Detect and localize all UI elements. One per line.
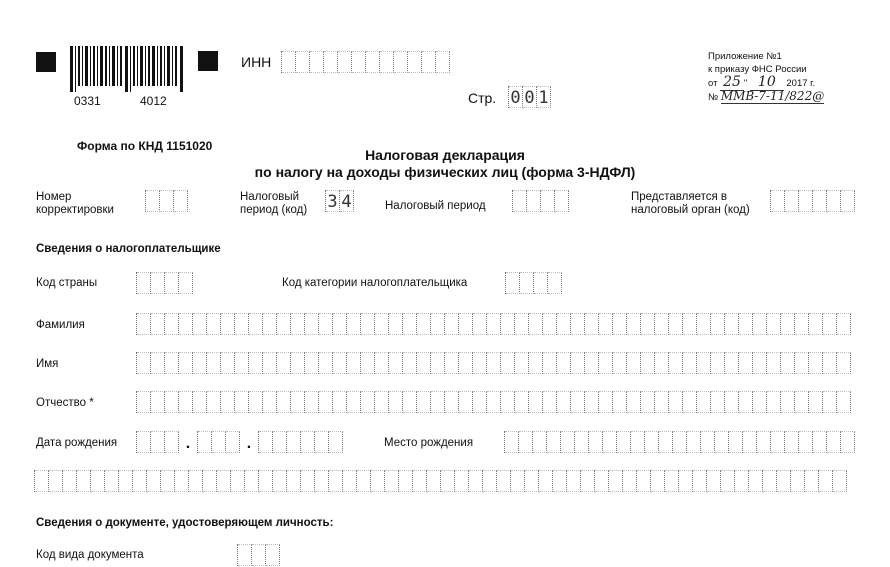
barcode	[70, 46, 186, 92]
period-digit: 3	[326, 190, 340, 212]
authority-code-label: Представляется в налоговый орган (код)	[631, 191, 750, 216]
period-digit: 4	[340, 190, 354, 212]
patronymic-label: Отчество *	[36, 397, 94, 409]
category-code-label: Код категории налогоплательщика	[282, 277, 468, 289]
appendix-order-number: ММВ-7-11/822@	[720, 89, 825, 103]
birth-place-cells[interactable]	[504, 431, 855, 453]
surname-label: Фамилия	[36, 319, 85, 331]
category-code-cells[interactable]	[505, 272, 562, 294]
doc-type-label: Код вида документа	[36, 549, 144, 561]
country-code-label: Код страны	[36, 277, 98, 289]
barcode-icon	[70, 46, 186, 92]
appendix-from: от	[708, 78, 718, 89]
title-line1: Налоговая декларация	[365, 147, 525, 163]
first-name-cells[interactable]	[136, 352, 851, 374]
birth-year-cells[interactable]	[258, 431, 343, 453]
correction-number-cells[interactable]	[145, 190, 188, 212]
date-separator: .	[246, 435, 252, 452]
barcode-number-left: 0331	[74, 94, 101, 108]
appendix-line2: к приказу ФНС России	[708, 64, 807, 75]
appendix-number-prefix: №	[708, 92, 719, 103]
barcode-number-right: 4012	[140, 94, 167, 108]
patronymic-cells[interactable]	[136, 391, 851, 413]
country-code-cells[interactable]	[136, 272, 193, 294]
period-code-label: Налоговый период (код)	[240, 191, 308, 216]
period-code-cells[interactable]	[325, 190, 354, 212]
title-line2: по налогу на доходы физических лиц (форма 3-НДФЛ)	[254, 164, 636, 180]
page-digit: 0	[523, 86, 537, 108]
appendix-year: 2017 г.	[786, 78, 816, 89]
page-title	[0, 147, 890, 181]
tax-period-label: Налоговый период	[385, 200, 486, 212]
birth-place-cells-row2[interactable]	[34, 470, 847, 492]
corner-marker-left	[36, 52, 56, 72]
inn-label: ИНН	[241, 54, 272, 70]
taxpayer-section-title: Сведения о налогоплательщике	[36, 243, 221, 255]
page-digit: 1	[537, 86, 551, 108]
correction-label: Номер корректировки	[36, 191, 114, 216]
tax-period-cells[interactable]	[512, 190, 569, 212]
authority-code-cells[interactable]	[770, 190, 855, 212]
birth-day-cells[interactable]	[136, 431, 179, 453]
inn-cells[interactable]	[281, 51, 450, 73]
page-digit: 0	[509, 86, 523, 108]
form-code: Форма по КНД 1151020	[77, 139, 213, 153]
date-separator: .	[185, 435, 191, 452]
surname-cells[interactable]	[136, 313, 851, 335]
id-doc-section-title: Сведения о документе, удостоверяющем личность:	[36, 517, 334, 529]
appendix-month: 10	[750, 74, 784, 91]
birth-place-label: Место рождения	[384, 437, 474, 449]
appendix-day: 25	[720, 74, 744, 91]
birth-month-cells[interactable]	[197, 431, 240, 453]
appendix-date-line: от 25 " 10 2017 г.	[708, 74, 816, 90]
appendix-line1: Приложение №1	[708, 51, 782, 62]
page-label: Стр.	[468, 90, 497, 106]
corner-marker-right	[198, 51, 218, 71]
appendix-number-line	[708, 90, 824, 104]
birth-date-field[interactable]	[136, 431, 343, 453]
page-number-cells[interactable]	[508, 86, 551, 108]
doc-type-cells[interactable]	[237, 544, 280, 566]
birth-date-label: Дата рождения	[36, 437, 118, 449]
appendix-block	[708, 50, 824, 104]
first-name-label: Имя	[36, 358, 59, 370]
